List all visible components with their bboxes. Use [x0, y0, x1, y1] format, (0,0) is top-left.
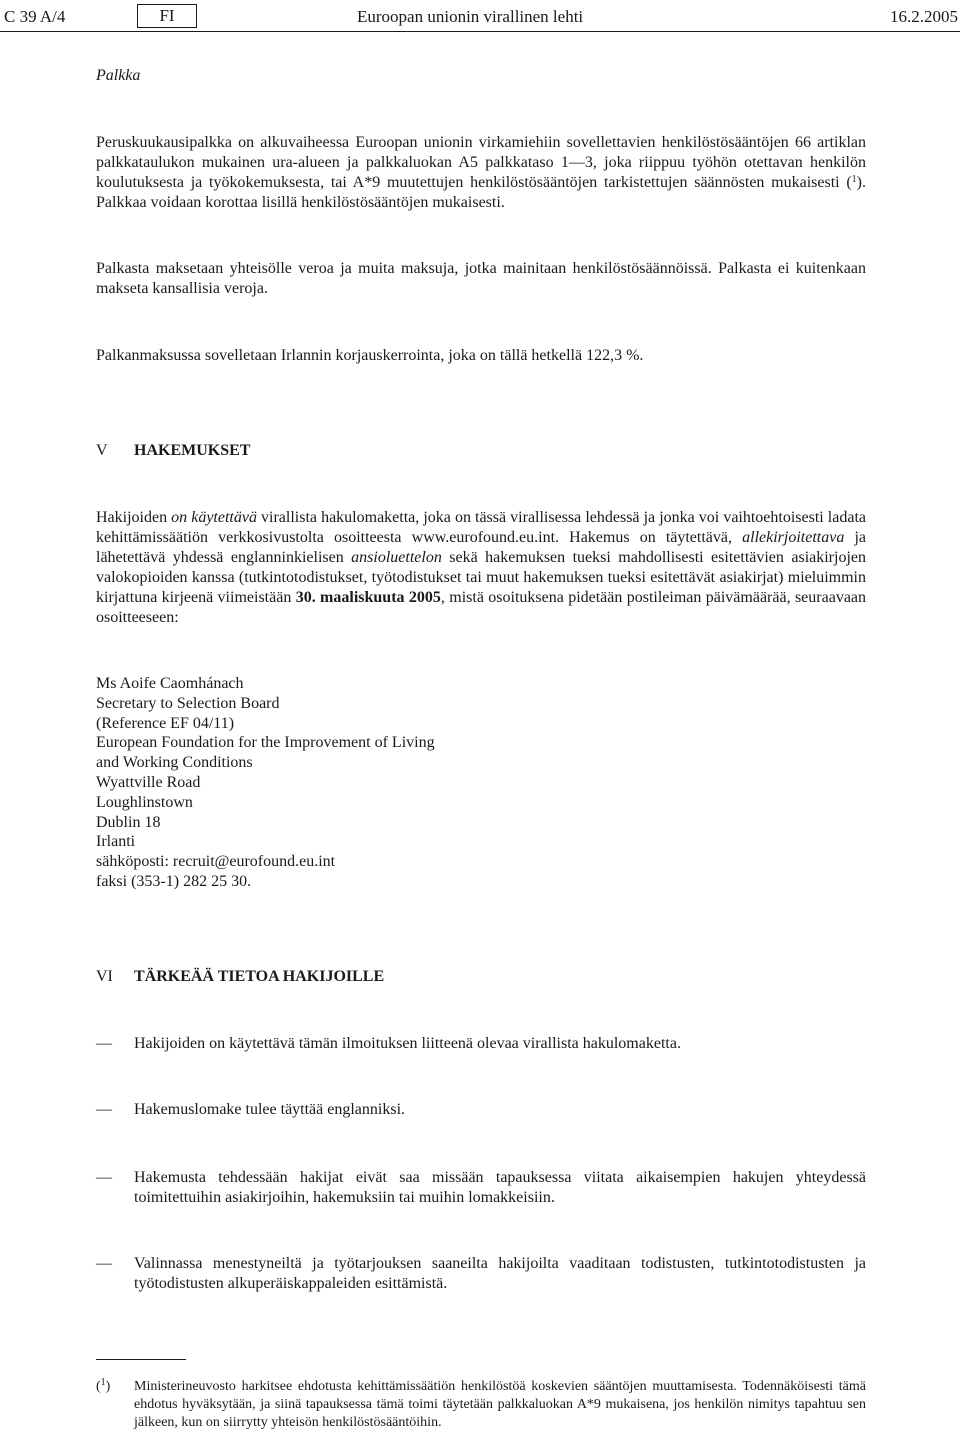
address-line: Loughlinstown	[96, 793, 193, 811]
salary-paragraph-3: Palkanmaksussa sovelletaan Irlannin korjauskerrointa, joka on tällä hetkellä 122,3 %.	[96, 347, 644, 364]
list-dash: —	[96, 1169, 112, 1186]
address-line: Dublin 18	[96, 813, 161, 831]
list-item: Hakemusta tehdessään hakijat eivät saa missään tapauksessa viitata aikaisempien hakujen yhteydessä toimitettuihin asiakirjoihin, hakemuksiin tai muihin lomakkeisiin.	[134, 1169, 866, 1206]
list-dash: —	[96, 1255, 112, 1272]
page-code: C 39 A/4	[4, 7, 66, 26]
mailing-address	[96, 674, 435, 892]
address-line: European Foundation for the Improvement of Living	[96, 734, 435, 752]
footnote-ref[interactable]: 1	[851, 174, 857, 185]
salary-heading: Palkka	[96, 67, 141, 84]
applications-text-5: , mistä osoituksena pidetään postileiman päivämäärää, seuraavaan osoitteeseen:	[96, 589, 867, 626]
section-vi-title: TÄRKEÄÄ TIETOA HAKIJOILLE	[134, 968, 385, 985]
deadline-date: 30. maaliskuuta 2005	[295, 589, 441, 606]
address-fax: faksi (353-1) 282 25 30.	[96, 872, 252, 890]
footnote-paren-open: (	[96, 1379, 101, 1394]
footnote-mark	[96, 1378, 110, 1396]
header-rule	[0, 31, 960, 32]
list-dash: —	[96, 1101, 112, 1118]
salary-text-b: ). Palkkaa voidaan korottaa lisillä henkilöstösääntöjen mukaisesti.	[96, 174, 866, 211]
salary-paragraph-2: Palkasta maksetaan yhteisölle veroa ja muita maksuja, jotka mainitaan henkilöstösäännöissä. Palkasta ei kuitenkaan makseta kansallisia veroja.	[96, 260, 866, 297]
address-line: and Working Conditions	[96, 754, 253, 772]
footnote-number: 1	[100, 1377, 106, 1388]
applications-text-2: virallista hakulomaketta, joka on tässä virallisessa lehdessä ja jonka voi vaihtoehtoisesti ladata kehittämissäätiön verkkosivustolta osoitteesta www.eurofound.eu.int. Hakemus on täytettävä,	[96, 509, 866, 546]
address-email[interactable]: sähköposti: recruit@eurofound.eu.int	[96, 853, 336, 871]
list-item: Valinnassa menestyneiltä ja työtarjouksen saaneilta hakijoilta vaaditaan todistusten, tutkintotodistusten ja työtodistusten alkuperäiskappaleiden esittämistä.	[134, 1255, 866, 1292]
publication-date: 16.2.2005	[890, 7, 958, 26]
applications-italic-3: ansioluettelon	[351, 549, 442, 566]
address-line: Ms Aoife Caomhánach	[96, 675, 244, 692]
applications-text-4: sekä hakemuksen tueksi mahdollisesti esitettävien asiakirjojen valokopioiden kanssa (tutkintotodistukset, työtodistukset tai muut hakemuksen tueksi esitettävät asiakirjat) mieluimmin kirjattuna kirjeenä viimeistään	[96, 549, 866, 606]
footnote-paren-close: )	[105, 1379, 111, 1394]
address-line: (Reference EF 04/11)	[96, 714, 235, 732]
footnote-text: Ministerineuvosto harkitsee ehdotusta kehittämissäätiön henkilöstöä koskevien sääntöjen muuttamisesta. Todennäköisesti tämä ehdotus hyväksytään, ja siinä tapauksessa tämä toimi täytetään palkkaluokan A*9 mukaisena, jos henkilön nimitys tapahtuu sen jälkeen, kun on siirrytty yhteisön henkilöstösääntöihin.	[134, 1379, 866, 1430]
address-line: Secretary to Selection Board	[96, 694, 280, 712]
address-line: Irlanti	[96, 833, 136, 851]
applications-italic-1: on käytettävä	[171, 509, 257, 526]
applications-text-1: Hakijoiden	[96, 509, 172, 526]
list-item: Hakijoiden on käytettävä tämän ilmoituksen liitteenä olevaa virallista hakulomaketta.	[134, 1035, 681, 1052]
applications-text-3: ja lähetettävä yhdessä englanninkielisen	[96, 529, 866, 566]
list-item: Hakemuslomake tulee täyttää englanniksi.	[134, 1101, 406, 1118]
language-box: FI	[137, 4, 197, 28]
applications-paragraph	[96, 508, 866, 628]
footnote-rule	[96, 1359, 186, 1360]
section-vi-number: VI	[96, 968, 113, 985]
address-line: Wyattville Road	[96, 773, 201, 791]
applications-italic-2: allekirjoitettava	[742, 529, 845, 546]
section-v-number: V	[96, 442, 108, 459]
journal-title: Euroopan unionin virallinen lehti	[357, 7, 584, 26]
page-header	[0, 4, 960, 30]
salary-paragraph-1	[96, 133, 866, 213]
salary-text-a: Peruskuukausipalkka on alkuvaiheessa Euroopan unionin virkamiehiin sovellettavien henkilöstösääntöjen 66 artiklan palkkataulukon mukainen ura-alueen ja palkkaluokan A5 palkkataso 1—3, joka riippuu työhön otettavan henkilön koulutuksesta ja työkokemuksesta, tai A*9 muutettujen henkilöstösääntöjen tarkistettujen säännösten mukaisesti (	[96, 134, 866, 191]
section-v-title: HAKEMUKSET	[134, 442, 251, 459]
list-dash: —	[96, 1035, 112, 1052]
